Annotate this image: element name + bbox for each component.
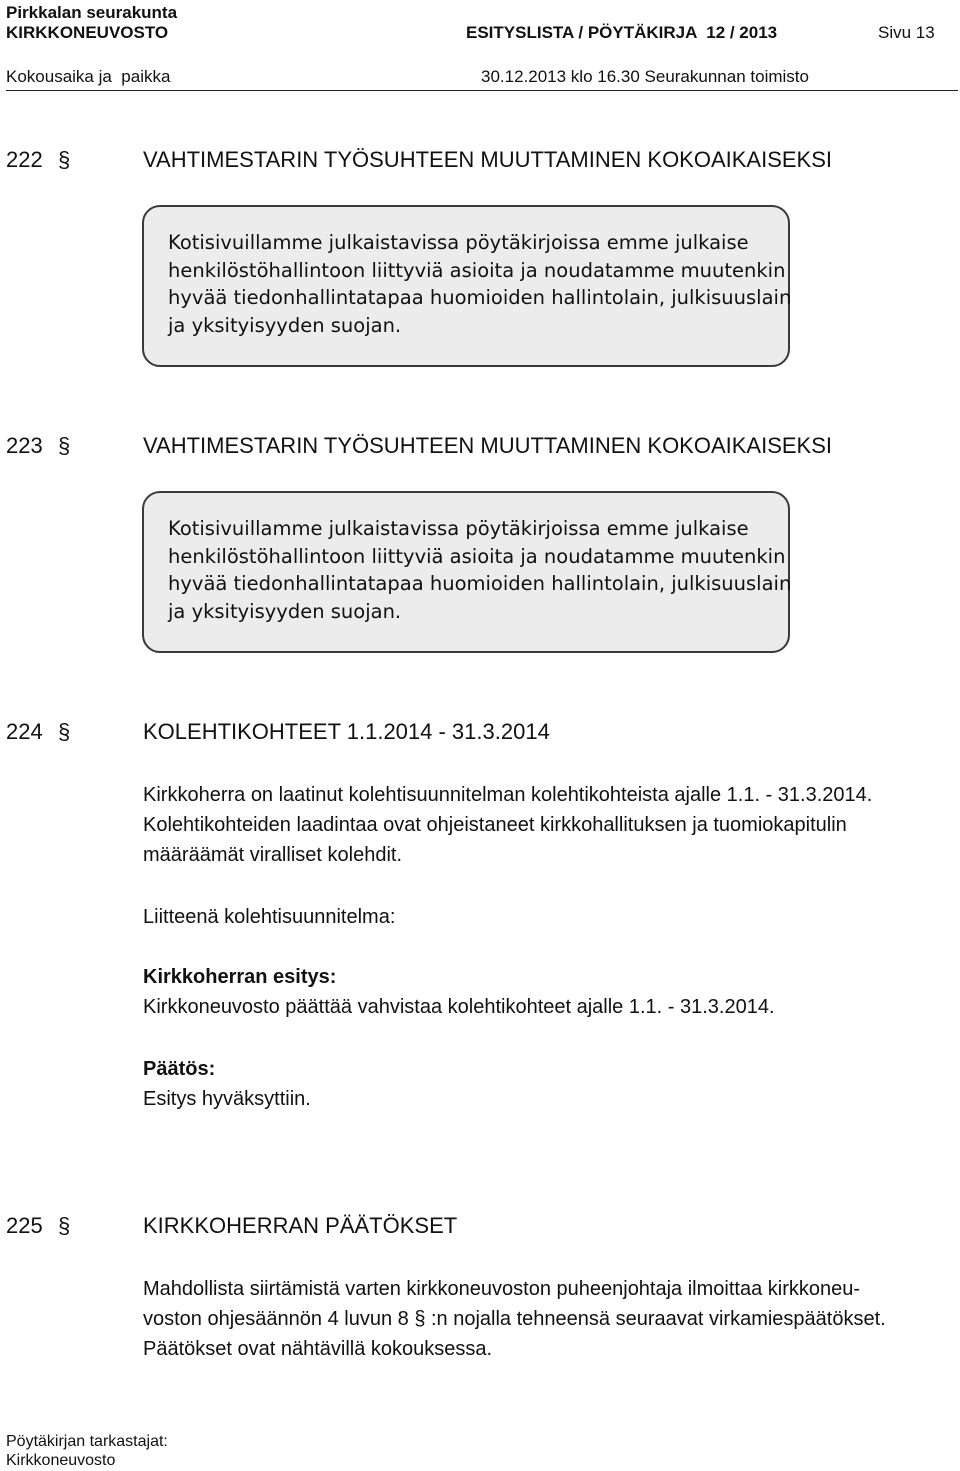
section-title: VAHTIMESTARIN TYÖSUHTEEN MUUTTAMINEN KOKOAIKAISEKSI [143,433,833,458]
section-number: 225 [6,1213,43,1238]
section-symbol: § [58,147,71,172]
notice-line: hyvää tiedonhallintatapaa huomioiden hallintolain, julkisuuslain [168,572,792,595]
notice-line: Kotisivuillamme julkaistavissa pöytäkirjoissa emme julkaise [168,517,749,540]
meeting-value: 30.12.2013 klo 16.30 Seurakunnan toimisto [481,67,809,86]
body-line: määräämät viralliset kolehdit. [143,844,402,866]
notice-line: Kotisivuillamme julkaistavissa pöytäkirjoissa emme julkaise [168,231,749,254]
section-title: KIRKKOHERRAN PÄÄTÖKSET [143,1213,458,1238]
notice-line: hyvää tiedonhallintatapaa huomioiden hallintolain, julkisuuslain [168,286,792,309]
section-symbol: § [58,719,71,744]
attachment-note: Liitteenä kolehtisuunnitelma: [143,906,396,928]
notice-line: henkilöstöhallintoon liittyviä asioita ja noudatamme muutenkin [168,258,786,282]
section-number: 222 [6,147,43,172]
decision-label: Päätös: [143,1058,216,1080]
body-line: Kirkkoherra on laatinut kolehtisuunnitelman kolehtikohteista ajalle 1.1. - 31.3.2014. [143,784,873,806]
org-name: Pirkkalan seurakunta [6,3,178,22]
meeting-label: Kokousaika ja paikka [6,67,171,86]
body-name: KIRKKONEUVOSTO [6,23,169,42]
body-line: Päätökset ovat nähtävillä kokouksessa. [143,1338,493,1360]
section-symbol: § [58,1213,71,1238]
document-title: ESITYSLISTA / PÖYTÄKIRJA 12 / 2013 [466,23,778,42]
notice-line: ja yksityisyyden suojan. [168,313,402,337]
section-number: 224 [6,719,43,744]
body-line: Kolehtikohteiden laadintaa ovat ohjeistaneet kirkkohallituksen ja tuomiokapitulin [143,814,847,836]
proposal-text: Kirkkoneuvosto päättää vahvistaa kolehtikohteet ajalle 1.1. - 31.3.2014. [143,996,775,1018]
body-line: Mahdollista siirtämistä varten kirkkoneuvoston puheenjohtaja ilmoittaa kirkkoneu- [143,1278,861,1300]
notice-line: henkilöstöhallintoon liittyviä asioita ja noudatamme muutenkin [168,544,786,568]
header-rule [6,90,958,91]
page-number: Sivu 13 [878,23,935,42]
proposal-label: Kirkkoherran esitys: [143,966,337,988]
notice-line: ja yksityisyyden suojan. [168,599,402,623]
section-symbol: § [58,433,71,458]
privacy-notice-box [142,491,790,653]
body-line: voston ohjesäännön 4 luvun 8 § :n nojalla tehneensä seuraavat virkamiespäätökset. [143,1308,886,1330]
footer-checkers-label: Pöytäkirjan tarkastajat: [6,1433,168,1450]
footer-body-name: Kirkkoneuvosto [6,1452,116,1469]
section-title: VAHTIMESTARIN TYÖSUHTEEN MUUTTAMINEN KOKOAIKAISEKSI [143,147,833,172]
privacy-notice-box [142,205,790,367]
decision-text: Esitys hyväksyttiin. [143,1088,311,1110]
section-number: 223 [6,433,43,458]
section-title: KOLEHTIKOHTEET 1.1.2014 - 31.3.2014 [143,719,550,744]
